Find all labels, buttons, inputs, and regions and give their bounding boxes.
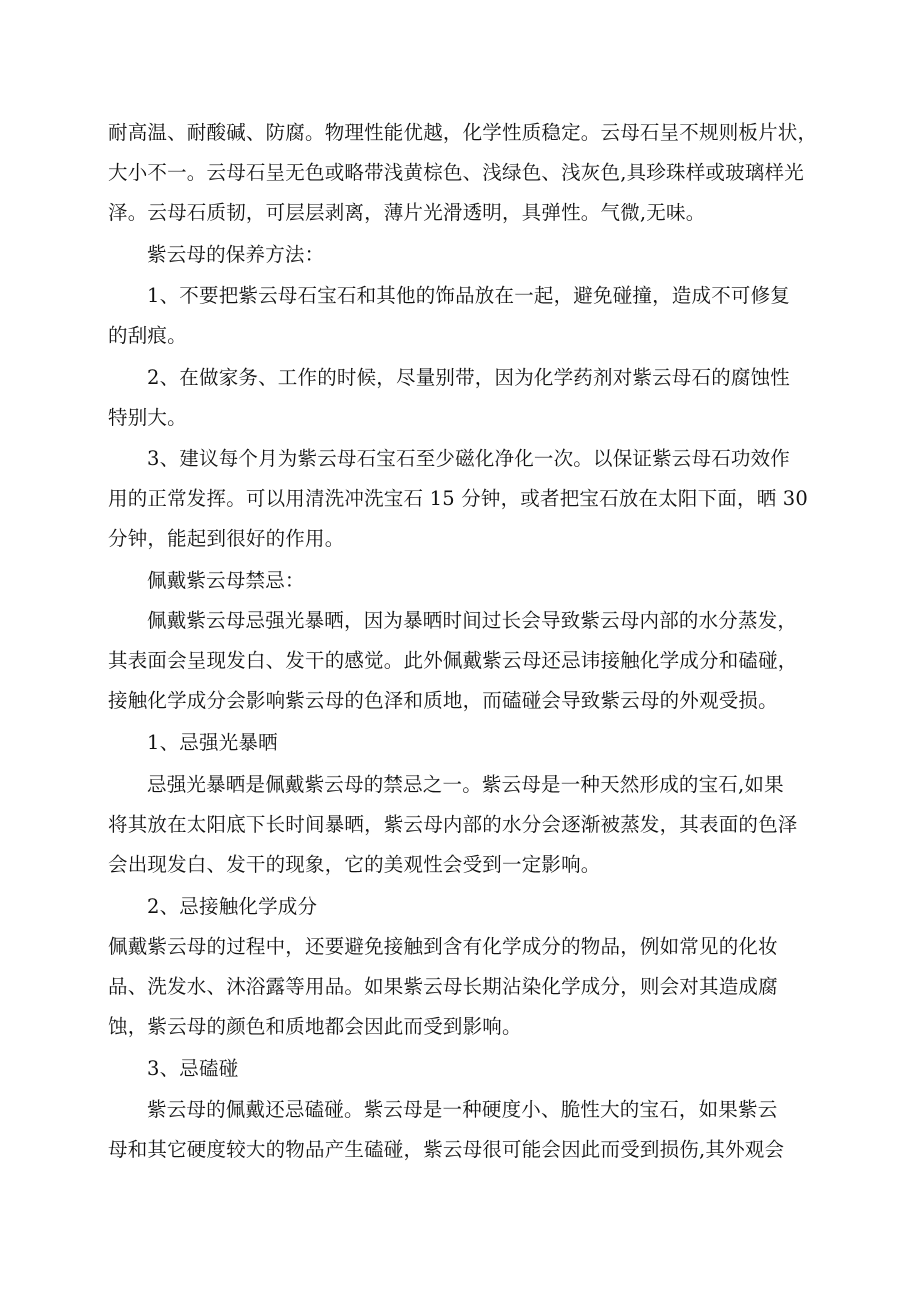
text-line: 泽。云母石质韧，可层层剥离，薄片光滑透明，具弹性。气微,无味。 xyxy=(108,201,706,224)
text-line: 其表面会呈现发白、发干的感觉。此外佩戴紫云母还忌讳接触化学成分和磕碰， xyxy=(108,649,798,672)
text-line: 佩戴紫云母忌强光暴晒，因为暴晒时间过长会导致紫云母内部的水分蒸发， xyxy=(147,609,798,632)
list-item-line: 3、建议每个月为紫云母石宝石至少磁化净化一次。以保证紫云母石功效作 xyxy=(147,447,791,470)
text-line: 品、洗发水、沐浴露等用品。如果紫云母长期沾染化学成分，则会对其造成腐 xyxy=(108,975,778,998)
section-heading: 2、忌接触化学成分 xyxy=(147,895,318,918)
section-heading: 3、忌磕碰 xyxy=(147,1057,239,1080)
section-heading: 1、忌强光暴晒 xyxy=(147,731,278,754)
text-line: 蚀，紫云母的颜色和质地都会因此而受到影响。 xyxy=(108,1015,522,1038)
text-line: 分钟，能起到很好的作用。 xyxy=(108,527,345,550)
text-line: 忌强光暴晒是佩戴紫云母的禁忌之一。紫云母是一种天然形成的宝石,如果 xyxy=(147,773,784,796)
text-line: 用的正常发挥。可以用清洗冲洗宝石 15 分钟，或者把宝石放在太阳下面，晒 30 xyxy=(108,487,809,510)
text-line: 耐高温、耐酸碱、防腐。物理性能优越，化学性质稳定。云母石呈不规则板片状， xyxy=(108,121,818,144)
section-heading: 紫云母的保养方法： xyxy=(147,243,325,266)
list-item-line: 2、在做家务、工作的时候，尽量别带，因为化学药剂对紫云母石的腐蚀性 xyxy=(147,366,791,389)
text-line: 会出现发白、发干的现象，它的美观性会受到一定影响。 xyxy=(108,853,601,876)
text-line: 的刮痕。 xyxy=(108,324,187,347)
section-heading: 佩戴紫云母禁忌： xyxy=(147,569,305,592)
text-line: 将其放在太阳底下长时间暴晒，紫云母内部的水分会逐渐被蒸发，其表面的色泽 xyxy=(108,813,798,836)
text-line: 特别大。 xyxy=(108,406,187,429)
text-line: 大小不一。云母石呈无色或略带浅黄棕色、浅绿色、浅灰色,具珍珠样或玻璃样光 xyxy=(108,161,804,184)
text-line: 紫云母的佩戴还忌磕碰。紫云母是一种硬度小、脆性大的宝石，如果紫云 xyxy=(147,1098,778,1121)
text-line: 佩戴紫云母的过程中，还要避免接触到含有化学成分的物品，例如常见的化妆 xyxy=(108,935,778,958)
text-line: 接触化学成分会影响紫云母的色泽和质地，而磕碰会导致紫云母的外观受损。 xyxy=(108,689,778,712)
list-item-line: 1、不要把紫云母石宝石和其他的饰品放在一起，避免碰撞，造成不可修复 xyxy=(147,284,791,307)
text-line: 母和其它硬度较大的物品产生磕碰，紫云母很可能会因此而受到损伤,其外观会 xyxy=(108,1138,785,1161)
